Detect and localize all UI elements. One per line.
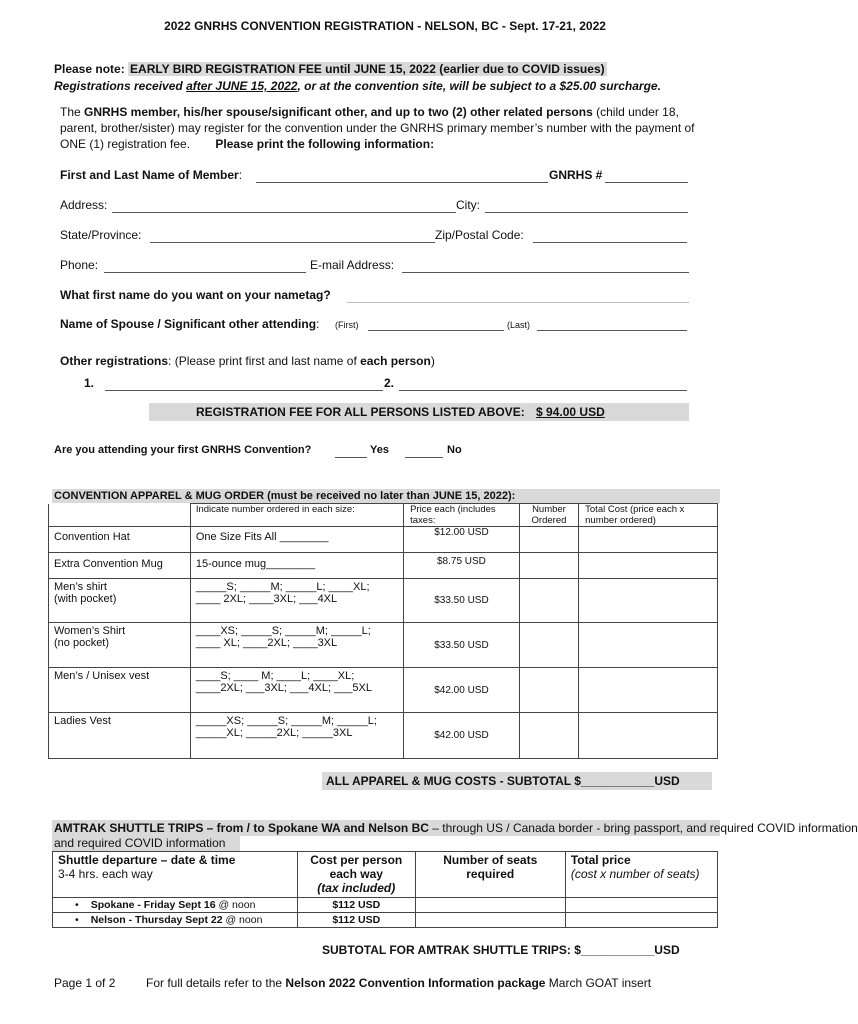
item-name: Ladies Vest [49, 713, 191, 759]
other-close: ) [430, 354, 435, 368]
size-fields[interactable] [190, 623, 403, 668]
item-price: $33.50 USD [404, 579, 520, 623]
nametag-label: What first name do you want on your nametag? [60, 288, 331, 302]
page-number: Page 1 of 2 [54, 976, 116, 990]
footer-details [146, 976, 651, 990]
sizes-line-2: _____XL; _____2XL; _____3XL [195, 727, 353, 739]
item-name: Women’s Shirt [54, 625, 126, 637]
gnrhs-label: GNRHS # [549, 168, 603, 182]
intro-t3: (child under 18, parent, brother/sister) may register for the convention under the GNRHS primary member’s number with the payment of ONE (1) registration fee. [60, 105, 695, 151]
yes-label: Yes [370, 444, 389, 456]
table-row [53, 913, 718, 928]
item-price: $8.75 USD [404, 553, 520, 579]
trip-departure: • Nelson - Thursday Sept 22 @ noon [53, 913, 298, 928]
size-fields[interactable]: One Size Fits All ________ [190, 527, 403, 553]
item-sub: (no pocket) [54, 637, 110, 649]
footer-post: March GOAT insert [545, 976, 652, 990]
other-number-2: 2. [384, 376, 395, 390]
trip-departure: • Spokane - Friday Sept 16 @ noon [53, 898, 298, 913]
sizes-line-2: ____ XL; ____2XL; ____3XL [195, 637, 338, 649]
shuttle-header-cont: and required COVID information [52, 836, 240, 851]
member-name-label: First and Last Name of Member: [60, 168, 243, 182]
item-name: Men’s / Unisex vest [49, 668, 191, 713]
sizes-line-2: ____ 2XL; ____3XL; ___4XL [195, 593, 338, 605]
city-field[interactable] [485, 198, 688, 213]
apparel-col-number: Number Ordered [519, 504, 578, 527]
other-label: Other registrations [60, 354, 169, 368]
spouse-last-label: (Last) [507, 320, 531, 330]
surcharge-prefix: Registrations received [54, 79, 187, 93]
state-label: State/Province: [60, 228, 142, 242]
item-name: Convention Hat [49, 527, 191, 553]
table-row [49, 668, 718, 713]
intro-paragraph [60, 104, 696, 152]
number-ordered-cell[interactable] [519, 579, 578, 623]
spouse-first-label: (First) [335, 320, 359, 330]
sizes-line-2: ____2XL; ___3XL; ___4XL; ___5XL [195, 682, 372, 694]
member-name-field[interactable] [256, 168, 548, 183]
shuttle-col4: Total price [570, 853, 631, 867]
first-no-field[interactable] [405, 444, 443, 458]
trip-label: Nelson - Thursday Sept 22 [90, 914, 223, 926]
gnrhs-number-field[interactable] [605, 168, 688, 183]
surcharge-date: after JUNE 15, 2022 [186, 79, 298, 93]
seats-cell[interactable] [415, 898, 565, 913]
apparel-header-row [49, 504, 718, 527]
surcharge-note [54, 79, 661, 93]
item-price: $42.00 USD [404, 713, 520, 759]
sizes-line-1: ____XS; _____S; _____M; _____L; [195, 625, 371, 637]
shuttle-col1-sub: 3-4 hrs. each way [58, 867, 153, 881]
spouse-first-field[interactable] [368, 317, 504, 331]
apparel-col-indicate: Indicate number ordered in each size: [190, 504, 403, 527]
item-name: Extra Convention Mug [49, 553, 191, 579]
intro-t1: The [60, 105, 85, 119]
shuttle-col2c: (tax included) [317, 881, 396, 895]
total-cost-cell[interactable] [579, 713, 718, 759]
shuttle-col-seats: Number of seats required [415, 852, 565, 898]
total-cost-cell[interactable] [579, 527, 718, 553]
total-price-cell[interactable] [565, 913, 717, 928]
number-ordered-cell[interactable] [519, 527, 578, 553]
total-cost-cell[interactable] [579, 623, 718, 668]
shuttle-col-total [565, 852, 717, 898]
print-info-instruction: Please print the following information: [215, 137, 435, 151]
apparel-subtotal: ALL APPAREL & MUG COSTS - SUBTOTAL $___________USD [322, 772, 712, 790]
shuttle-header-bold: AMTRAK SHUTTLE TRIPS – from / to Spokane WA and Nelson BC [54, 821, 429, 835]
trip-cost: $112 USD [297, 898, 415, 913]
phone-field[interactable] [104, 258, 306, 273]
address-label: Address: [60, 198, 108, 212]
footer-bold: Nelson 2022 Convention Information package [285, 976, 546, 990]
fee-label: REGISTRATION FEE FOR ALL PERSONS LISTED ABOVE: [196, 405, 525, 419]
email-label: E-mail Address: [310, 258, 395, 272]
sizes-line-1: ____S; ____ M; ____L; ____XL; [195, 670, 355, 682]
other-number-1: 1. [84, 376, 95, 390]
trip-time: @ noon [222, 914, 263, 926]
other-person-2-field[interactable] [399, 376, 687, 391]
note-prefix: Please note: [54, 62, 125, 76]
sizes-line-1: _____XS; _____S; _____M; _____L; [195, 715, 377, 727]
address-field[interactable] [112, 198, 456, 213]
note-line [54, 62, 607, 76]
table-row [49, 527, 718, 553]
number-ordered-cell[interactable] [519, 713, 578, 759]
item-name: Men’s shirt [54, 581, 107, 593]
zip-label: Zip/Postal Code: [435, 228, 524, 242]
fee-amount: $ 94.00 USD [536, 405, 605, 419]
trip-label: Spokane - Friday Sept 16 [90, 899, 216, 911]
city-label: City: [456, 198, 480, 212]
number-ordered-cell[interactable] [519, 668, 578, 713]
table-row [53, 898, 718, 913]
trip-time: @ noon [215, 899, 256, 911]
apparel-col-price: Price each (includes taxes: [404, 504, 520, 527]
shuttle-col4-sub: (cost x number of seats) [570, 867, 700, 881]
apparel-col-item [49, 504, 191, 527]
other-person-1-field[interactable] [105, 376, 383, 391]
item-name-cell [49, 623, 191, 668]
nametag-field[interactable] [347, 288, 689, 303]
shuttle-col2a: Cost per person [310, 853, 403, 867]
shuttle-header-rest: – through US / Canada border - bring passport, and required COVID information [428, 821, 858, 835]
item-price: $12.00 USD [404, 527, 520, 553]
spouse-last-field[interactable] [537, 317, 687, 331]
first-yes-field[interactable] [335, 444, 367, 458]
seats-cell[interactable] [415, 913, 565, 928]
table-row [49, 623, 718, 668]
phone-label: Phone: [60, 258, 99, 272]
shuttle-col-cost [297, 852, 415, 898]
shuttle-table [52, 851, 718, 928]
email-field[interactable] [402, 258, 689, 273]
shuttle-subtotal: SUBTOTAL FOR AMTRAK SHUTTLE TRIPS: $___________USD [322, 943, 680, 957]
spouse-label-text: Name of Spouse / Significant other attending [60, 317, 317, 331]
apparel-col-total: Total Cost (price each x number ordered) [579, 504, 718, 527]
other-note: : (Please print first and last name of [168, 354, 361, 368]
early-bird-note: EARLY BIRD REGISTRATION FEE until JUNE 15, 2022 (earlier due to COVID issues) [130, 62, 605, 76]
shuttle-col1-title: Shuttle departure – date & time [58, 853, 236, 867]
footer-pre: For full details refer to the [146, 976, 286, 990]
other-each: each person [360, 354, 431, 368]
item-price: $33.50 USD [404, 623, 520, 668]
size-fields[interactable] [190, 579, 403, 623]
trip-cost: $112 USD [297, 913, 415, 928]
item-sub: (with pocket) [54, 593, 117, 605]
size-fields[interactable]: 15-ounce mug________ [190, 553, 403, 579]
spouse-label: Name of Spouse / Significant other attending: [60, 317, 320, 331]
intro-bold: GNRHS member, his/her spouse/significant other, and up to two (2) other related persons [84, 105, 593, 119]
shuttle-col2b: each way [329, 867, 383, 881]
shuttle-header [52, 820, 858, 836]
table-row [49, 713, 718, 759]
item-price: $42.00 USD [404, 668, 520, 713]
size-fields[interactable] [190, 713, 403, 759]
registration-fee-bar [149, 403, 689, 421]
item-name-cell [49, 579, 191, 623]
table-row [49, 553, 718, 579]
number-ordered-cell[interactable] [519, 553, 578, 579]
number-ordered-cell[interactable] [519, 623, 578, 668]
apparel-header: CONVENTION APPAREL & MUG ORDER (must be received no later than JUNE 15, 2022): [52, 489, 720, 503]
surcharge-suffix: , or at the convention site, will be subject to a $25.00 surcharge. [297, 79, 661, 93]
total-cost-cell[interactable] [579, 668, 718, 713]
first-convention-question: Are you attending your first GNRHS Convention? [54, 444, 312, 456]
shuttle-header-row [53, 852, 718, 898]
total-price-cell[interactable] [565, 898, 717, 913]
apparel-table [48, 503, 718, 759]
total-cost-cell[interactable] [579, 553, 718, 579]
shuttle-col-departure [53, 852, 298, 898]
zip-field[interactable] [533, 228, 687, 243]
other-registrations-label [60, 354, 435, 368]
total-cost-cell[interactable] [579, 579, 718, 623]
no-label: No [447, 444, 462, 456]
state-field[interactable] [150, 228, 435, 243]
table-row [49, 579, 718, 623]
sizes-line-1: _____S; _____M; _____L; ____XL; [195, 581, 370, 593]
page-title: 2022 GNRHS CONVENTION REGISTRATION - NELSON, BC - Sept. 17-21, 2022 [164, 19, 606, 33]
member-name-text: First and Last Name of Member [60, 168, 239, 182]
size-fields[interactable] [190, 668, 403, 713]
